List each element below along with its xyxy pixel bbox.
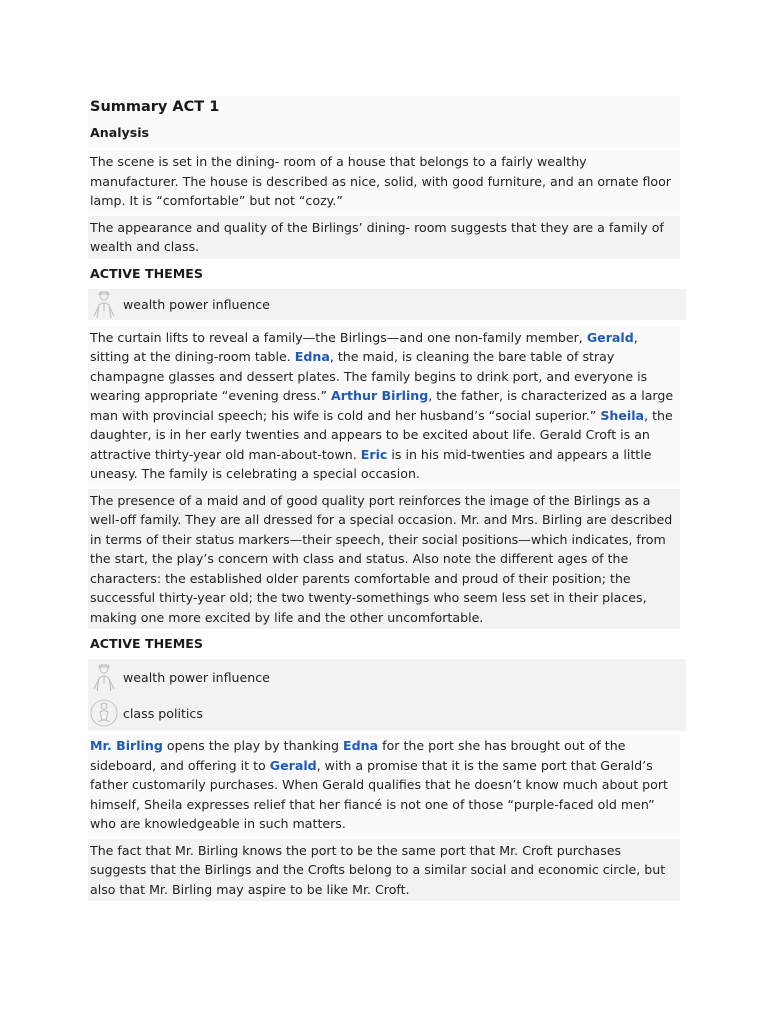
wealth-figure-icon: [88, 289, 120, 320]
theme-row-class-politics[interactable]: [88, 695, 686, 731]
analysis-paragraph: The fact that Mr. Birling knows the port to be the same port that Mr. Croft purchases suggests that the Birlings and the Crofts belong to a similar social and economic circle, but also that Mr. Birling may aspire to be like Mr. Croft.: [88, 839, 680, 902]
character-link-edna[interactable]: Edna: [294, 349, 330, 364]
summary-text: is in his mid-twenties and appears a little uneasy. The family is celebrating a special occasion.: [90, 446, 652, 481]
summary-paragraph: [88, 326, 680, 486]
summary-text: , the father, is characterized as a large man with provincial speech; his wife is cold and her husband’s “social superior.”: [90, 388, 674, 423]
analysis-subtitle: Analysis: [90, 125, 150, 140]
theme-row-wealth[interactable]: [88, 289, 686, 320]
character-link-gerald[interactable]: Gerald: [269, 757, 317, 773]
character-link-edna[interactable]: Edna: [343, 738, 379, 753]
analysis-paragraph: The presence of a maid and of good quality port reinforces the image of the Birlings as a well-off family. They are all dressed for a special occasion. Mr. and Mrs. Birling are described in terms of their status markers—their speech, their social positions—which indicates, from the start, the play’s concern with class and status. Also note the different ages of the characters: the established older parents comfortable and proud of their position; the successful thirty-year old; the two twenty-somethings who seem less set in their places, making one more excited by life and the other uncomfortable.: [88, 489, 680, 630]
summary-text: opens the play by thanking: [162, 738, 344, 753]
heading-section: [88, 96, 680, 147]
theme-row-wealth[interactable]: [88, 659, 686, 695]
character-link-sheila[interactable]: Sheila: [600, 407, 645, 423]
character-link-gerald[interactable]: Gerald: [586, 329, 634, 345]
summary-page: [88, 96, 680, 904]
theme-label: wealth power influence: [123, 669, 270, 685]
active-themes-heading: ACTIVE THEMES: [90, 636, 203, 651]
character-link-eric[interactable]: Eric: [360, 446, 388, 462]
page-title: Summary ACT 1: [90, 99, 220, 115]
theme-label: wealth power influence: [123, 296, 270, 312]
summary-text: , sitting at the dining-room table.: [90, 329, 638, 364]
class-figure-icon: [88, 698, 120, 729]
summary-paragraph: The scene is set in the dining- room of a house that belongs to a fairly wealthy manufacturer. The house is described as nice, solid, with good furniture, and an ornate floor lamp. It is “comfortable” but not “cozy.”: [88, 150, 680, 213]
wealth-figure-icon: [88, 662, 120, 693]
summary-text: , the daughter, is in her early twenties and appears to be excited about life. Gerald Croft is an attractive thirty-year old man-about-town.: [90, 407, 673, 462]
summary-text: , the maid, is cleaning the bare table of stray champagne glasses and dessert plates. The family begins to drink port, and everyone is wearing appropriate “evening dress.”: [90, 349, 648, 403]
character-link-mr-birling[interactable]: Mr. Birling: [90, 738, 163, 753]
theme-label: class politics: [123, 705, 203, 721]
summary-paragraph: [88, 734, 680, 836]
active-themes-heading: ACTIVE THEMES: [90, 265, 203, 281]
summary-text: The curtain lifts to reveal a family—the Birlings—and one non-family member,: [90, 329, 587, 345]
summary-text: , with a promise that it is the same port that Gerald’s father customarily purchases. When Gerald qualifies that he doesn’t know much about port himself, Sheila expresses relief that her fiancé is not one of those “purple-faced old men” who are knowledgeable in such matters.: [90, 757, 668, 831]
summary-text: for the port she has brought out of the sideboard, and offering it to: [90, 738, 626, 773]
analysis-paragraph: The appearance and quality of the Birlings’ dining- room suggests that they are a family of wealth and class.: [88, 216, 680, 259]
character-link-arthur-birling[interactable]: Arthur Birling: [331, 388, 429, 403]
